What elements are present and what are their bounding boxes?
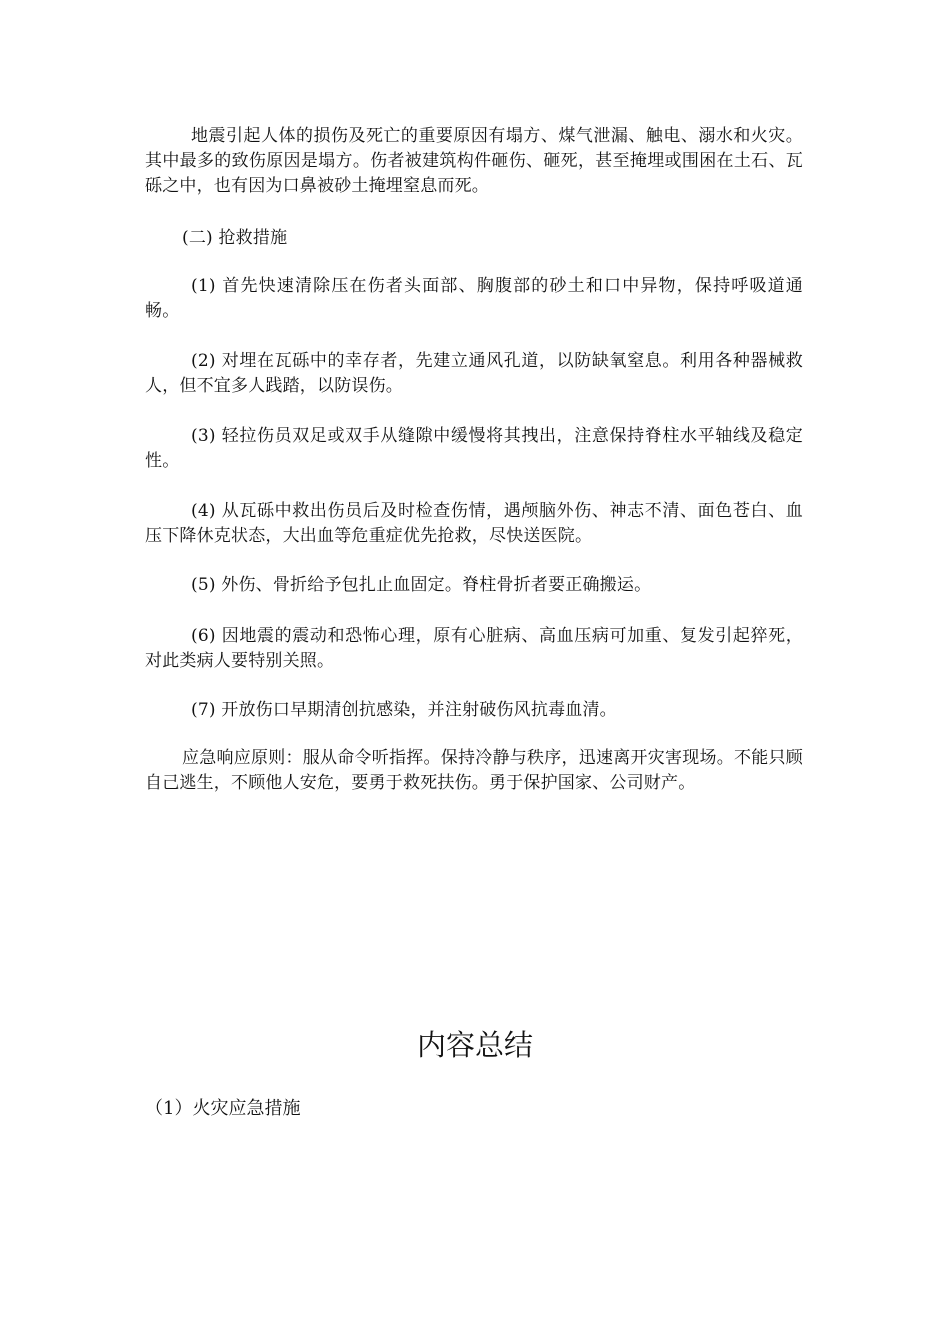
intro-paragraph: 地震引起人体的损伤及死亡的重要原因有塌方、煤气泄漏、触电、溺水和火灾。其中最多的致伤原因是塌方。伤者被建筑构件砸伤、砸死，甚至掩埋或围困在土石、瓦砾之中，也有因为口鼻被砂土掩埋窒息而死。 [145,126,803,196]
rescue-step-3: (3) 轻拉伤员双足或双手从缝隙中缓慢将其拽出，注意保持脊柱水平轴线及稳定性。 [145,426,803,471]
rescue-step-7: (7) 开放伤口早期清创抗感染，并注射破伤风抗毒血清。 [191,700,617,720]
rescue-step-5: (5) 外伤、骨折给予包扎止血固定。脊柱骨折者要正确搬运。 [191,575,652,595]
rescue-step-1: (1) 首先快速清除压在伤者头面部、胸腹部的砂土和口中异物，保持呼吸道通畅。 [145,276,803,321]
response-principle-paragraph: 应急响应原则：服从命令听指挥。保持冷静与秩序，迅速离开灾害现场。不能只顾自己逃生，不顾他人安危，要勇于救死扶伤。勇于保护国家、公司财产。 [145,748,803,793]
section-heading-rescue: (二) 抢救措施 [182,228,288,248]
rescue-step-4: (4) 从瓦砾中救出伤员后及时检查伤情，遇颅脑外伤、神志不清、面色苍白、血压下降休克状态，大出血等危重症优先抢救，尽快送医院。 [145,501,803,546]
summary-item-fire: （1）火灾应急措施 [145,1098,301,1119]
rescue-step-6: (6) 因地震的震动和恐怖心理，原有心脏病、高血压病可加重、复发引起猝死，对此类病人要特别关照。 [145,626,803,671]
summary-title: 内容总结 [416,1028,533,1062]
rescue-step-2: (2) 对埋在瓦砾中的幸存者，先建立通风孔道，以防缺氧窒息。利用各种器械救人，但不宜多人践踏，以防误伤。 [145,351,803,396]
